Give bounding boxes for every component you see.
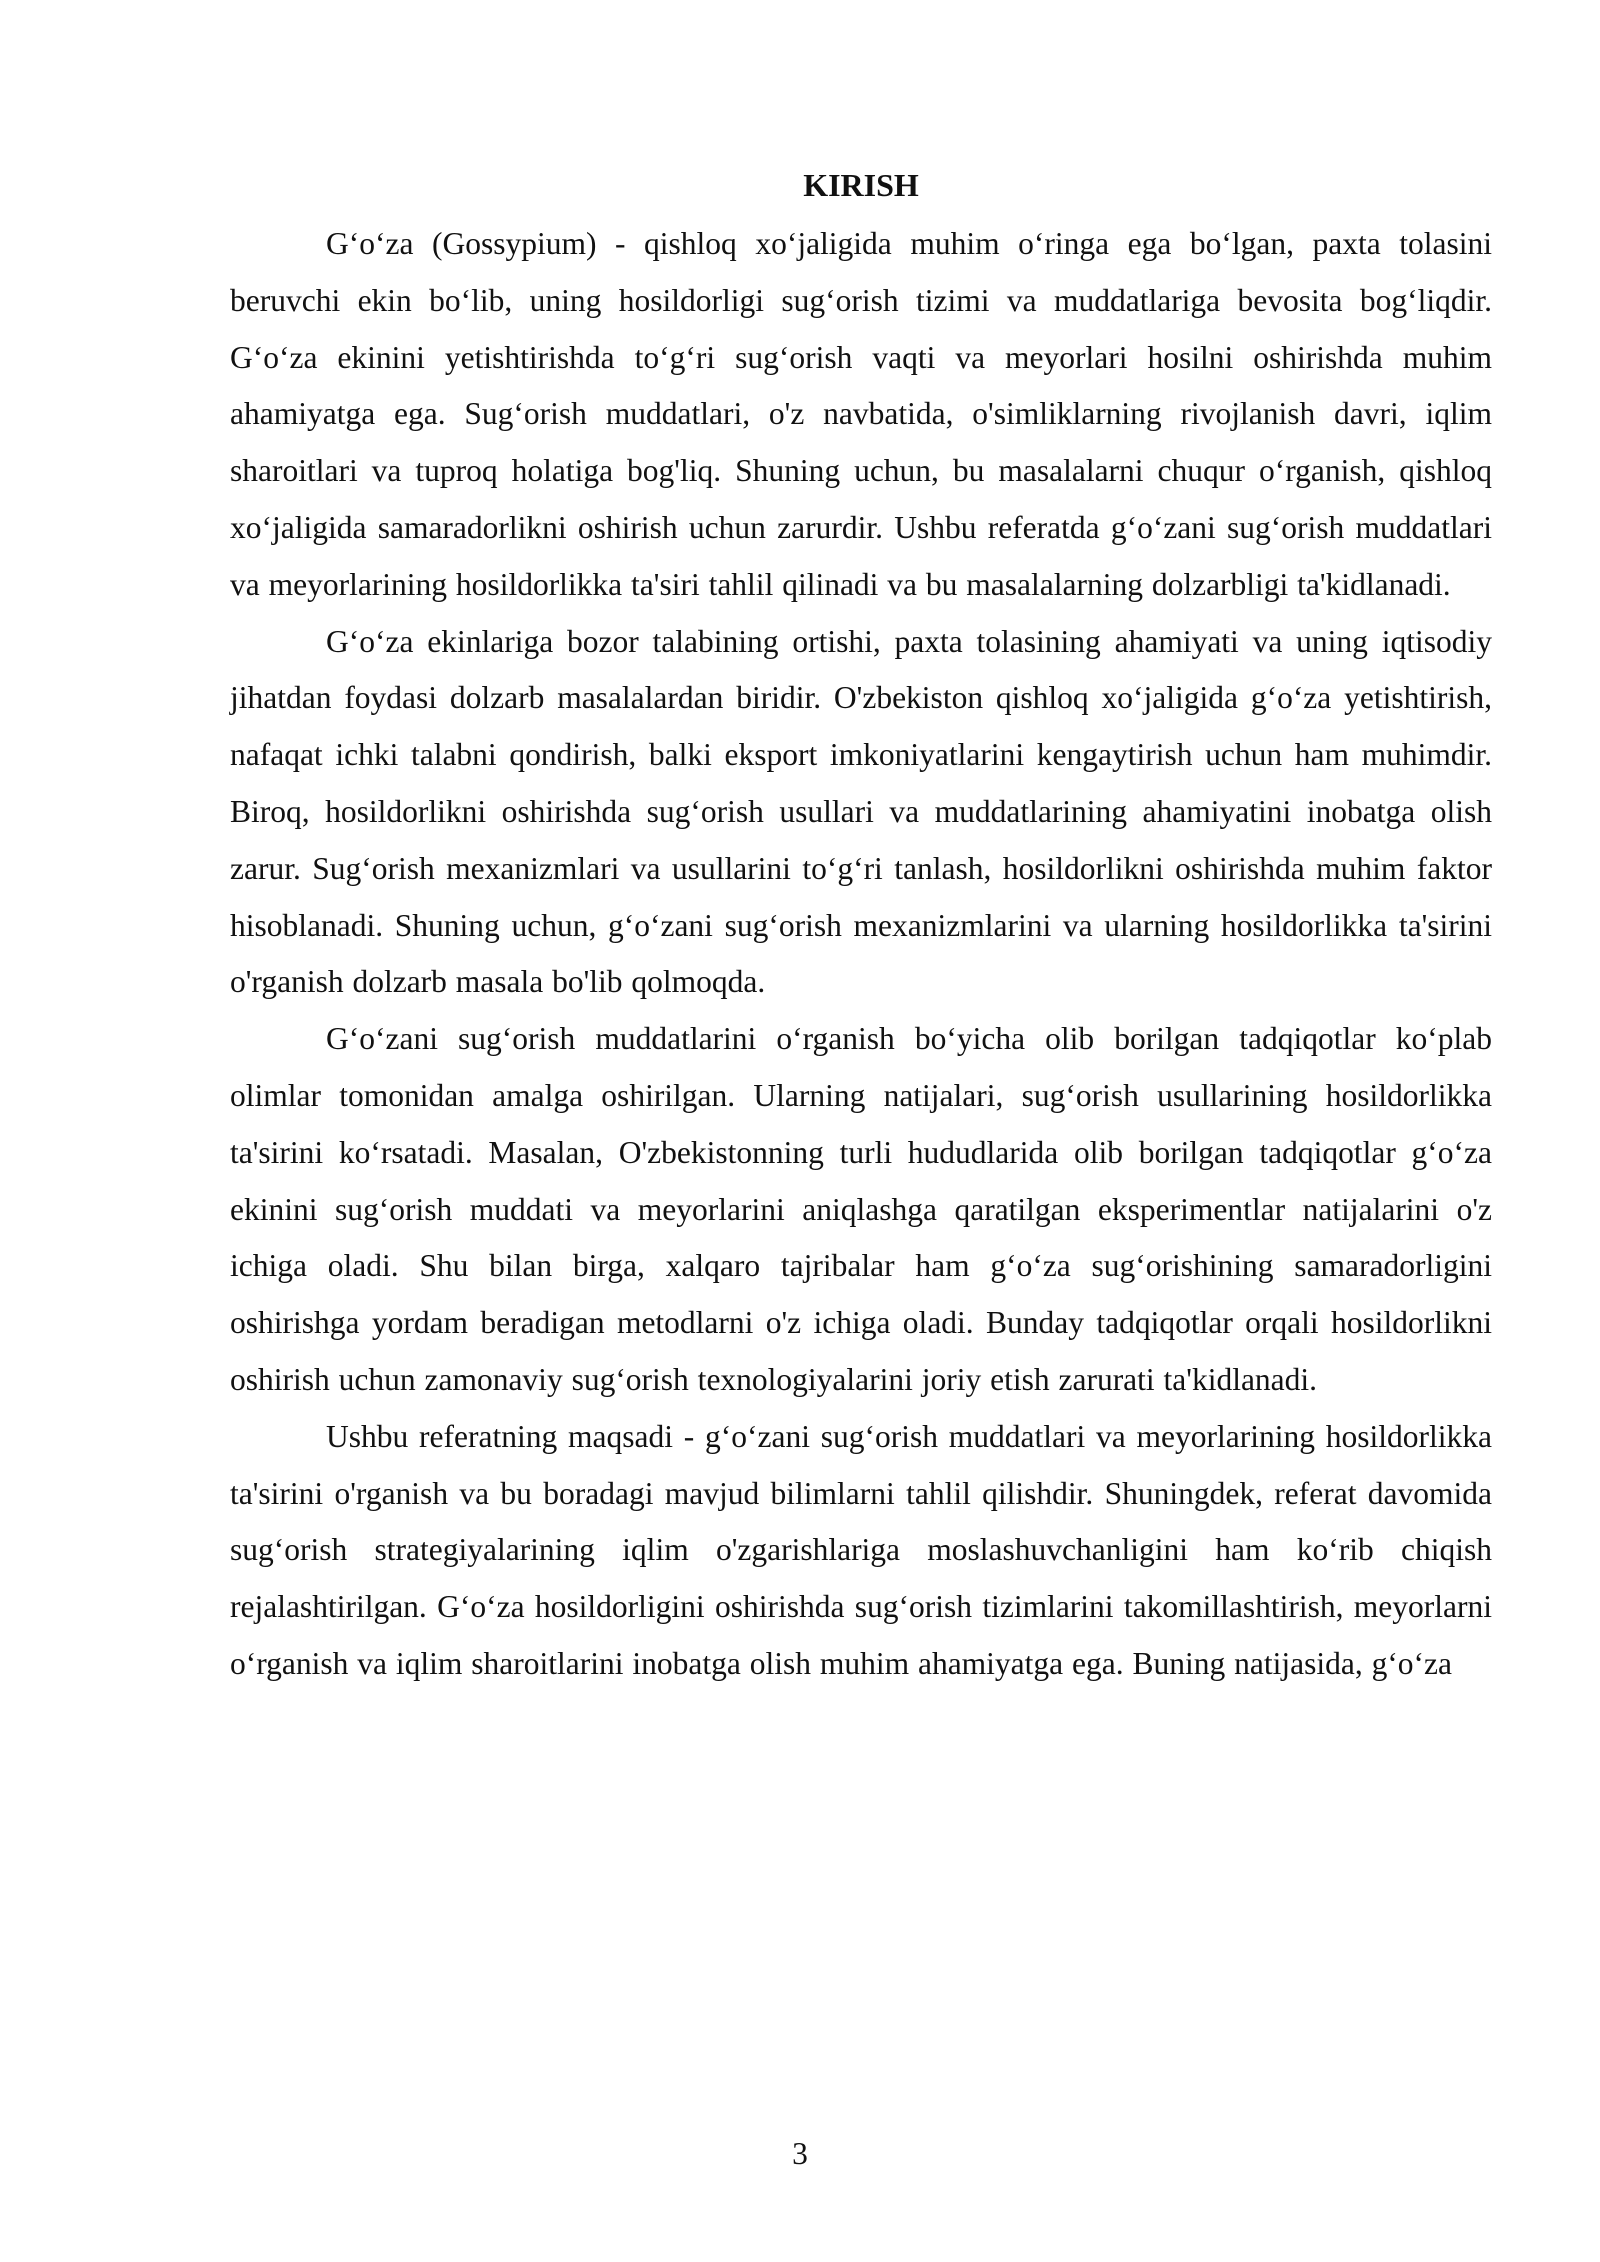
- document-page: [230, 160, 1492, 1693]
- paragraph-3: G‘o‘zani sug‘orish muddatlarini o‘rganish bo‘yicha olib borilgan tadqiqotlar ko‘plab olimlar tomonidan amalga oshirilgan. Ularning natijalari, sug‘orish usullarining hosildorlikka ta'sirini ko‘rsatadi. Masalan, O'zbekistonning turli hududlarida olib borilgan tadqiqotlar g‘o‘za ekinini sug‘orish muddati va meyorlarini aniqlashga qaratilgan eksperimentlar natijalarini o'z ichiga oladi. Shu bilan birga, xalqaro tajribalar ham g‘o‘za sug‘orishining samaradorligini oshirishga yordam beradigan metodlarni o'z ichiga oladi. Bunday tadqiqotlar orqali hosildorlikni oshirish uchun zamonaviy sug‘orish texnologiyalarini joriy etish zarurati ta'kidlanadi.: [230, 1021, 1492, 1397]
- paragraph-2: G‘o‘za ekinlariga bozor talabining ortishi, paxta tolasining ahamiyati va uning iqtisodiy jihatdan foydasi dolzarb masalalardan biridir. O'zbekiston qishloq xo‘jaligida g‘o‘za yetishtirish, nafaqat ichki talabni qondirish, balki eksport imkoniyatlarini kengaytirish uchun ham muhimdir. Biroq, hosildorlikni oshirishda sug‘orish usullari va muddatlarining ahamiyatini inobatga olish zarur. Sug‘orish mexanizmlari va usullarini to‘g‘ri tanlash, hosildorlikni oshirishda muhim faktor hisoblanadi. Shuning uchun, g‘o‘zani sug‘orish mexanizmlarini va ularning hosildorlikka ta'sirini o'rganish dolzarb masala bo'lib qolmoqda.: [230, 623, 1492, 1000]
- paragraph-4: Ushbu referatning maqsadi - g‘o‘zani sug‘orish muddatlari va meyorlarining hosildorlikka ta'sirini o'rganish va bu boradagi mavjud bilimlarni tahlil qilishdir. Shuningdek, referat davomida sug‘orish strategiyalarining iqlim o'zgarishlariga moslashuvchanligini ham ko‘rib chiqish rejalashtirilgan. G‘o‘za hosildorligini oshirishda sug‘orish tizimlarini takomillashtirish, meyorlarni o‘rganish va iqlim sharoitlarini inobatga olish muhim ahamiyatga ega. Buning natijasida, g‘o‘za: [230, 1418, 1492, 1681]
- page-number: 3: [792, 2136, 808, 2171]
- paragraph-1: G‘o‘za (Gossypium) - qishloq xo‘jaligida muhim o‘ringa ega bo‘lgan, paxta tolasini beruvchi ekin bo‘lib, uning hosildorligi sug‘orish tizimi va muddatlariga bevosita bog‘liqdir. G‘o‘za ekinini yetishtirishda to‘g‘ri sug‘orish vaqti va meyorlari hosilni oshirishda muhim ahamiyatga ega. Sug‘orish muddatlari, o'z navbatida, o'simliklarning rivojlanish davri, iqlim sharoitlari va tuproq holatiga bog'liq. Shuning uchun, bu masalalarni chuqur o‘rganish, qishloq xo‘jaligida samaradorlikni oshirish uchun zarurdir. Ushbu referatda g‘o‘zani sug‘orish muddatlari va meyorlarining hosildorlikka ta'siri tahlil qilinadi va bu masalalarning dolzarbligi ta'kidlanadi.: [230, 226, 1492, 602]
- section-heading: KIRISH: [803, 167, 919, 203]
